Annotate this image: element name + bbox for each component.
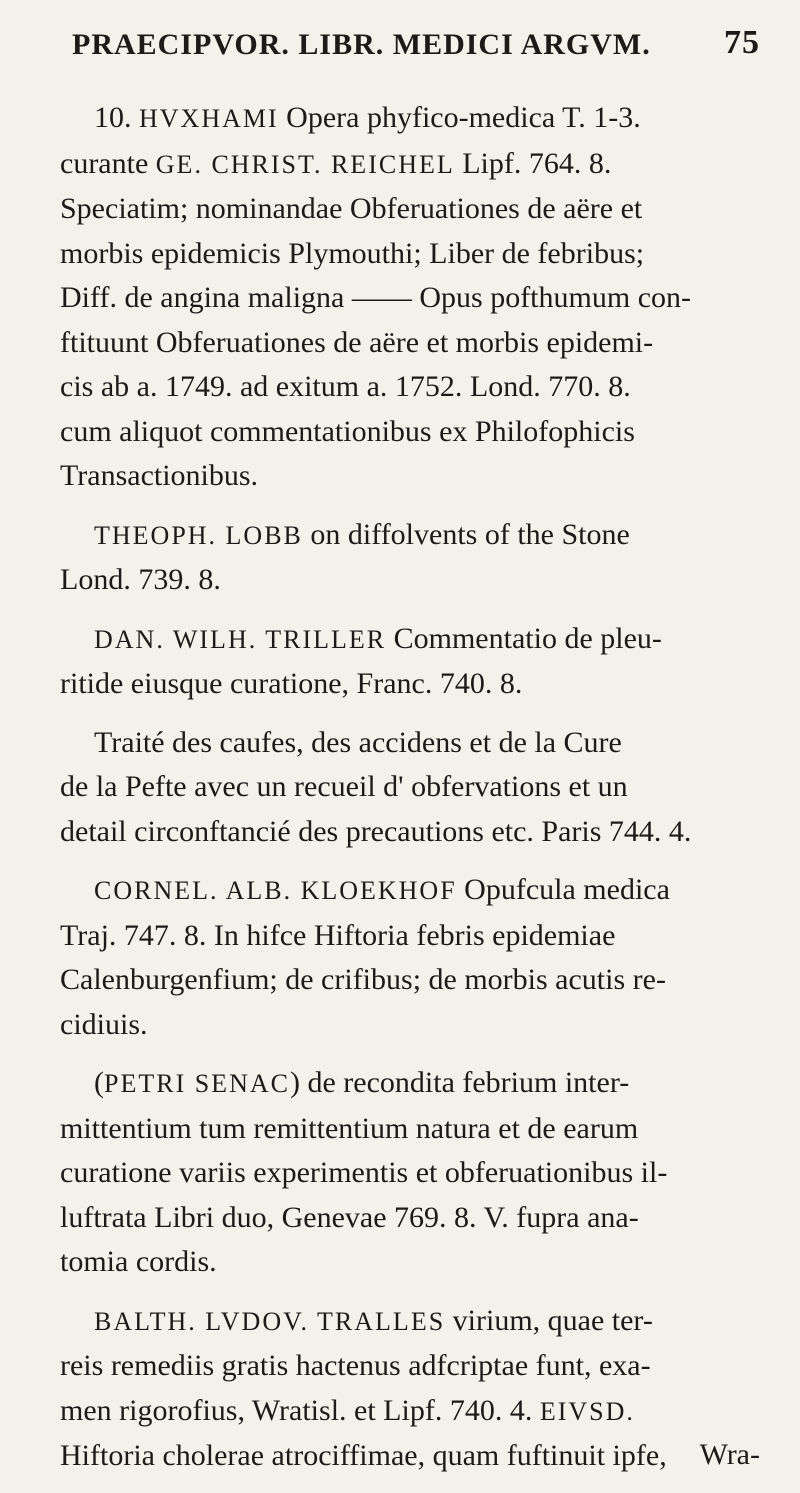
entry-text: curatione variis experimentis et obferuationibus il- xyxy=(60,1156,668,1189)
entry-text: Lond. 739. 8. xyxy=(60,563,221,596)
entry-line xyxy=(60,810,760,855)
entry-line xyxy=(60,142,760,188)
entry-line xyxy=(60,662,760,707)
entry-text: Traité des caufes, des accidens et de la Cure xyxy=(94,725,622,759)
entry-text: 10. xyxy=(94,101,139,134)
entry-text: Opera phyfico-medica T. 1-3. xyxy=(278,101,641,134)
entry-line xyxy=(60,1196,760,1241)
entry-text: morbis epidemicis Plymouthi; Liber de febribus; xyxy=(60,236,645,270)
entry-text: Transactionibus. xyxy=(60,459,259,492)
entry-text: reis remediis gratis hactenus adfcriptae funt, exa- xyxy=(60,1349,651,1382)
author-name: GE. CHRIST. REICHEL xyxy=(155,149,455,179)
author-name: HVXHAMI xyxy=(139,104,279,133)
entry-line xyxy=(60,187,760,232)
entry-text: virium, quae ter- xyxy=(445,1303,653,1337)
entry-text: Lipf. 764. 8. xyxy=(454,146,612,180)
entry-text: de la Pefte avec un recueil d' obfervations et un xyxy=(60,770,628,803)
entry-text: detail circonftancié des precautions etc. Paris 744. 4. xyxy=(60,814,692,848)
catchword: Wra- xyxy=(699,1438,760,1471)
entry-line xyxy=(60,454,760,499)
entry-line xyxy=(60,1151,760,1196)
entry-line xyxy=(60,276,760,321)
author-name: DAN. WILH. TRILLER xyxy=(94,624,387,654)
entry-line xyxy=(60,513,760,559)
entry-text: curante xyxy=(60,146,156,180)
bibliography-entry xyxy=(60,868,760,1047)
entry-line xyxy=(60,868,760,914)
entry-line xyxy=(60,1344,760,1389)
bibliography-entry xyxy=(60,1061,760,1285)
entry-line xyxy=(60,558,760,603)
entry-text: ritide eiusque curatione, Franc. 740. 8. xyxy=(60,667,523,700)
entry-text: ftituunt Obferuationes de aëre et morbis epidemi- xyxy=(60,325,654,359)
entry-text: Diff. de angina maligna —— Opus pofthumum con- xyxy=(60,281,691,314)
entry-line xyxy=(60,958,760,1003)
entry-line xyxy=(60,1434,760,1479)
entry-text: cidiuis. xyxy=(60,1007,148,1041)
entry-line xyxy=(60,617,760,663)
entry-line xyxy=(60,96,760,142)
page-number: 75 xyxy=(724,24,760,61)
entry-line xyxy=(60,1240,760,1285)
entry-line xyxy=(60,1299,760,1345)
entry-text: Hiftoria cholerae atrociffimae, quam fuftinuit ipfe, xyxy=(60,1439,667,1472)
entry-text: Traj. 747. 8. In hifce Hiftoria febris epidemiae xyxy=(60,918,616,952)
entry-line xyxy=(60,232,760,277)
bibliography-entry xyxy=(60,513,760,603)
entry-line xyxy=(60,721,760,766)
entry-text: Speciatim; nominandae Obferuationes de aëre et xyxy=(60,192,643,225)
entry-line xyxy=(60,1389,760,1435)
entry-text: Commentatio de pleu- xyxy=(386,621,662,655)
entry-line xyxy=(60,1107,760,1152)
page-body xyxy=(60,96,760,1493)
entry-text: ) de recondita febrium inter- xyxy=(289,1066,630,1099)
running-title: PRAECIPVOR. LIBR. MEDICI ARGVM. xyxy=(72,28,651,61)
author-name: PETRI SENAC xyxy=(104,1069,290,1098)
entry-text: cis ab a. 1749. ad exitum a. 1752. Lond. 770. 8. xyxy=(60,370,631,403)
entry-text: ( xyxy=(94,1066,104,1099)
bibliography-entry xyxy=(60,1299,760,1479)
author-name: CORNEL. ALB. KLOEKHOF xyxy=(94,876,457,905)
entry-line xyxy=(60,321,760,366)
entry-text: cum aliquot commentationibus ex Philofophicis xyxy=(60,414,635,448)
author-name: THEOPH. LOBB xyxy=(94,520,303,550)
entry-line xyxy=(60,365,760,410)
bibliography-entry xyxy=(60,96,760,499)
entry-text: Opufcula medica xyxy=(456,873,670,906)
running-header xyxy=(72,24,760,62)
author-name: EIVSD. xyxy=(539,1396,635,1426)
entry-line xyxy=(60,765,760,810)
entry-text: tomia cordis. xyxy=(60,1245,217,1278)
entry-line xyxy=(60,914,760,959)
entry-text: mittentium tum remittentium natura et de earum xyxy=(60,1111,639,1145)
entry-text: luftrata Libri duo, Genevae 769. 8. V. fupra ana- xyxy=(60,1200,639,1234)
entry-text: men rigorofius, Wratisl. et Lipf. 740. 4. xyxy=(60,1393,540,1427)
author-name: BALTH. LVDOV. TRALLES xyxy=(94,1306,446,1336)
entry-text: Calenburgenfium; de crifibus; de morbis acutis re- xyxy=(60,963,666,996)
entry-line xyxy=(60,410,760,455)
entry-text: on diffolvents of the Stone xyxy=(302,517,630,551)
bibliography-entry xyxy=(60,617,760,707)
entry-line xyxy=(60,1061,760,1107)
bibliography-entry xyxy=(60,721,760,855)
entry-line xyxy=(60,1003,760,1048)
